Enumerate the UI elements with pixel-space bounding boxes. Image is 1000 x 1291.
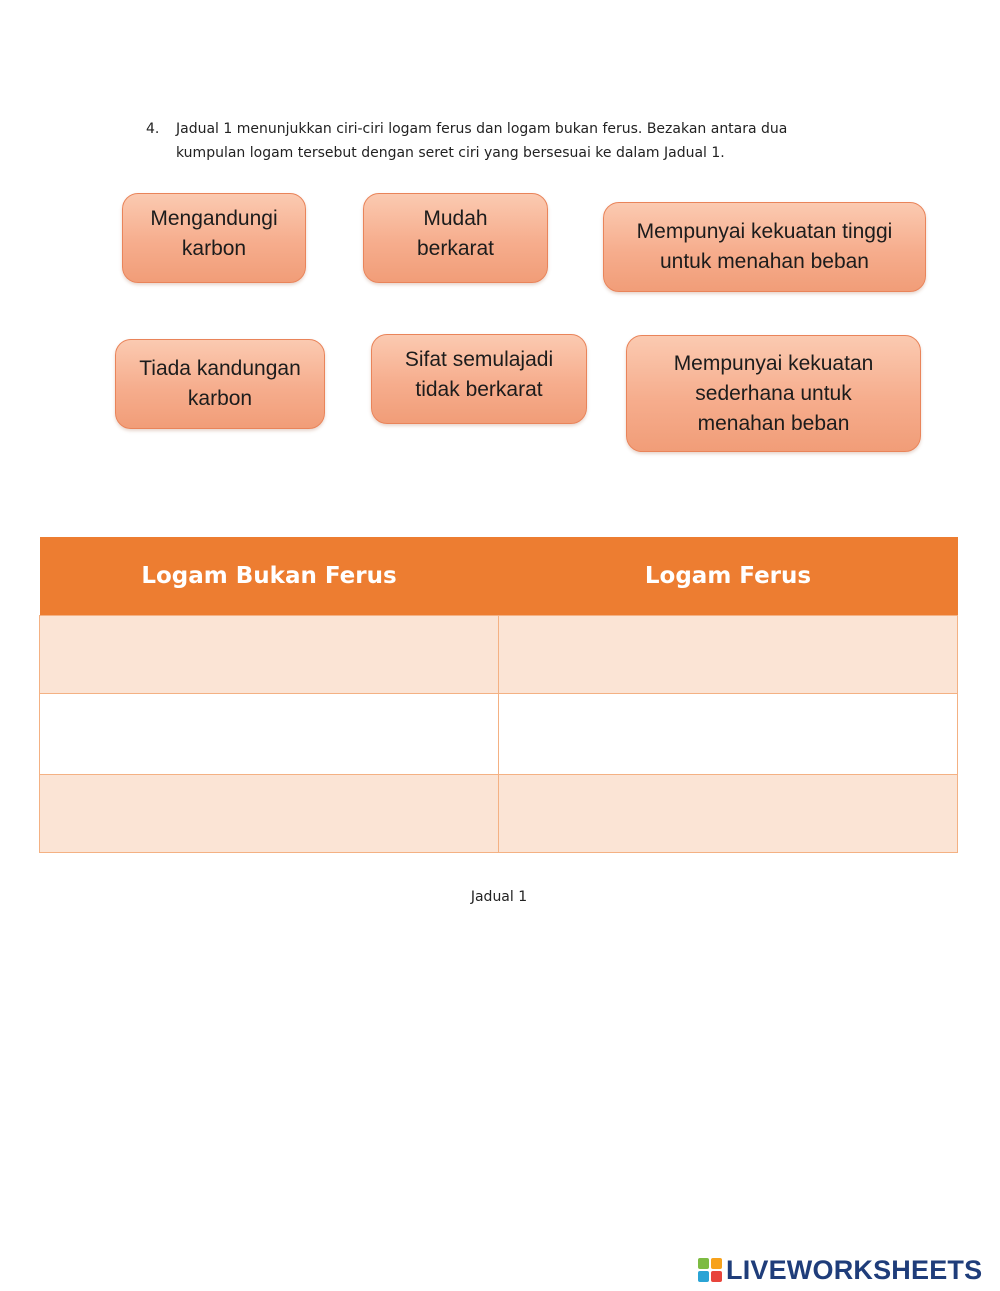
table-caption: Jadual 1: [470, 889, 528, 905]
drag-card-tiada-kandungan-karbon[interactable]: [115, 339, 325, 429]
card-line: Sifat semulajadi: [404, 348, 554, 371]
liveworksheets-mark-icon: [698, 1258, 722, 1282]
card-line: Mudah: [423, 207, 488, 230]
question-number: 4.: [146, 121, 160, 137]
header-logam-bukan-ferus: Logam Bukan Ferus: [40, 537, 499, 616]
card-line: Tiada kandungan: [139, 357, 301, 380]
card-line: karbon: [187, 387, 253, 410]
drop-zone-bukan-ferus-3[interactable]: [40, 775, 499, 853]
question-text: [146, 117, 866, 165]
card-line: Mempunyai kekuatan: [673, 351, 874, 375]
question-line-2: kumpulan logam tersebut dengan seret ciri yang bersesuai ke dalam Jadual 1.: [176, 145, 725, 161]
question-line-1: Jadual 1 menunjukkan ciri-ciri logam ferus dan logam bukan ferus. Bezakan antara dua: [176, 121, 788, 137]
drop-zone-ferus-2[interactable]: [499, 694, 958, 775]
drop-zone-ferus-3[interactable]: [499, 775, 958, 853]
header-logam-ferus: Logam Ferus: [499, 537, 958, 616]
answer-table: [39, 537, 958, 853]
card-line: Mempunyai kekuatan tinggi: [636, 220, 893, 243]
card-line: Mengandungi: [150, 207, 278, 230]
drop-zone-ferus-1[interactable]: [499, 616, 958, 694]
card-line: menahan beban: [697, 411, 850, 435]
card-line: untuk menahan beban: [659, 250, 869, 273]
table-row: [40, 694, 958, 775]
drag-card-mudah-berkarat[interactable]: [363, 193, 548, 283]
mark-square: [698, 1271, 709, 1282]
liveworksheets-logo: [698, 1256, 982, 1284]
table-row: [40, 616, 958, 694]
table-header-row: [40, 537, 958, 616]
brand-name: LIVEWORKSHEETS: [726, 1255, 983, 1285]
mark-square: [711, 1271, 722, 1282]
mark-square: [698, 1258, 709, 1269]
card-line: sederhana untuk: [695, 381, 852, 405]
drag-card-tidak-berkarat[interactable]: [371, 334, 587, 424]
table-row: [40, 775, 958, 853]
drag-card-kekuatan-sederhana[interactable]: [626, 335, 921, 452]
drag-card-kekuatan-tinggi[interactable]: [603, 202, 926, 292]
drop-zone-bukan-ferus-1[interactable]: [40, 616, 499, 694]
card-line: berkarat: [416, 237, 495, 260]
card-line: tidak berkarat: [415, 378, 543, 401]
card-line: karbon: [181, 237, 247, 260]
drop-zone-bukan-ferus-2[interactable]: [40, 694, 499, 775]
mark-square: [711, 1258, 722, 1269]
drag-card-mengandungi-karbon[interactable]: [122, 193, 306, 283]
